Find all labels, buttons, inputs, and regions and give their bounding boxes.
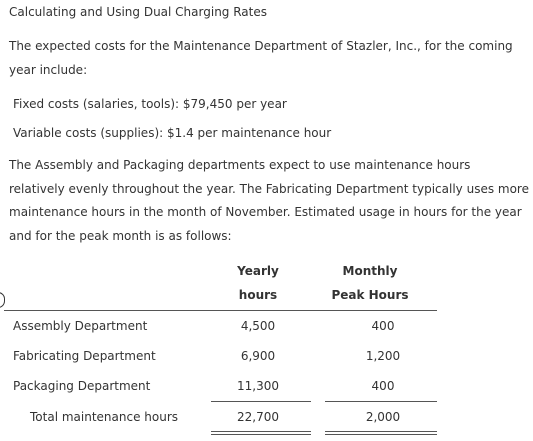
variable-costs-line: Variable costs (supplies): $1.4 per maintenance hour bbox=[13, 126, 332, 140]
yearly-header-line1: Yearly bbox=[237, 264, 279, 278]
row-monthly-value: 400 bbox=[371, 319, 395, 333]
row-yearly-value: 11,300 bbox=[237, 379, 279, 393]
double-rule-yearly-top bbox=[211, 431, 311, 432]
row-label: Assembly Department bbox=[13, 319, 148, 333]
fixed-costs-line: Fixed costs (salaries, tools): $79,450 per year bbox=[13, 97, 287, 111]
total-yearly-value: 22,700 bbox=[237, 410, 279, 424]
monthly-header-line1: Monthly bbox=[342, 264, 398, 278]
page-title: Calculating and Using Dual Charging Rates bbox=[9, 5, 267, 19]
row-monthly-value: 400 bbox=[371, 379, 395, 393]
header-rule bbox=[4, 310, 437, 311]
double-rule-yearly-bottom bbox=[211, 434, 311, 435]
yearly-header-line2: hours bbox=[238, 288, 278, 302]
panel-edge-marker bbox=[0, 292, 5, 308]
subtotal-rule-monthly bbox=[325, 401, 437, 402]
total-monthly-value: 2,000 bbox=[365, 410, 401, 424]
row-yearly-value: 6,900 bbox=[240, 349, 276, 363]
subtotal-rule-yearly bbox=[211, 401, 311, 402]
intro-paragraph: The expected costs for the Maintenance Department of Stazler, Inc., for the coming year include: bbox=[9, 39, 513, 77]
row-label: Fabricating Department bbox=[13, 349, 156, 363]
double-rule-monthly-bottom bbox=[325, 434, 437, 435]
usage-paragraph: The Assembly and Packaging departments expect to use maintenance hours relatively evenly throughout the year. The Fabricating Department typically uses more maintenance hours in the month of November. Estimated usage in hours for the year and for the peak month is as follows: bbox=[9, 158, 529, 243]
double-rule-monthly-top bbox=[325, 431, 437, 432]
row-label: Packaging Department bbox=[13, 379, 151, 393]
total-label: Total maintenance hours bbox=[30, 410, 179, 424]
row-monthly-value: 1,200 bbox=[365, 349, 401, 363]
monthly-header-line2: Peak Hours bbox=[331, 288, 409, 302]
row-yearly-value: 4,500 bbox=[240, 319, 276, 333]
